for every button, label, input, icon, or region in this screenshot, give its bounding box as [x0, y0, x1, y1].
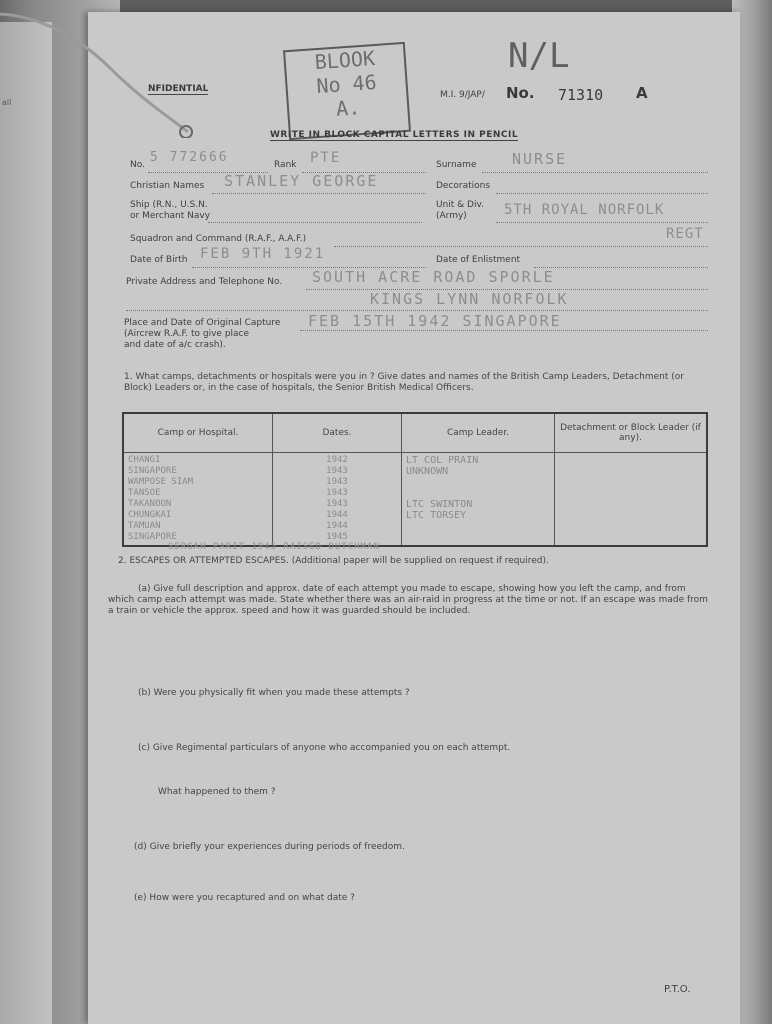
- document-page: [88, 12, 740, 1024]
- christian-names-value: STANLEY GEORGE: [224, 172, 379, 190]
- squadron-label: Squadron and Command (R.A.F., A.A.F.): [130, 234, 307, 244]
- stamp-line-2: No 46: [315, 69, 378, 99]
- header-dates: Dates.: [273, 413, 402, 453]
- classification: NFIDENTIAL: [148, 84, 209, 94]
- christian-names-label: Christian Names: [130, 181, 205, 191]
- cell-dates: 1942 1943 1943 1943 1943 1944 1944 1945: [273, 453, 402, 547]
- question-2e: (e) How were you recaptured and on what date ?: [134, 893, 355, 903]
- block-stamp: [283, 42, 411, 140]
- no-label: No.: [130, 160, 145, 170]
- enlistment-label: Date of Enlistment: [436, 255, 521, 265]
- question-2c: (c) Give Regimental particulars of anyone who accompanied you on each attempt.: [138, 743, 511, 753]
- question-2c-followup: What happened to them ?: [158, 787, 276, 797]
- left-sheet: [0, 22, 52, 1024]
- form-suffix: A: [636, 84, 648, 102]
- left-sheet-text: all: [2, 98, 12, 107]
- pto-footer: P.T.O.: [664, 984, 691, 995]
- tag-string: [0, 8, 200, 138]
- annotation: N/L: [508, 36, 570, 76]
- dob-value: FEB 9TH 1921: [200, 246, 326, 262]
- table-overflow-note: SERGAH PARIT 1945 RAISED DUTCHMAN: [168, 542, 380, 552]
- unit-label-2: (Army): [436, 211, 467, 221]
- instruction: WRITE IN BLOCK CAPITAL LETTERS IN PENCIL: [270, 130, 519, 140]
- surname-value: NURSE: [512, 150, 568, 168]
- surname-label: Surname: [436, 160, 477, 170]
- stamp-line-1: BLOOK: [313, 46, 376, 75]
- capture-label-1: Place and Date of Original Capture: [124, 318, 281, 328]
- address-value-1: SOUTH ACRE ROAD SPORLE: [312, 268, 555, 286]
- capture-label-2: (Aircrew R.A.F. to give place: [124, 329, 250, 339]
- header-detachment: Detachment or Block Leader (if any).: [555, 413, 708, 453]
- stamp-line-3: A.: [335, 95, 362, 121]
- rank-value: PTE: [310, 150, 342, 166]
- form-number: 71310: [558, 86, 604, 104]
- no-value: 5 772666: [150, 150, 229, 165]
- address-label: Private Address and Telephone No.: [126, 277, 283, 287]
- cell-camps: CHANGI SINGAPORE WAMPOSE SIAM TANSOE TAKANOON CHUNGKAI TAMUAN SINGAPORE: [123, 453, 273, 547]
- address-value-2: KINGS LYNN NORFOLK: [370, 290, 569, 308]
- ship-label-2: or Merchant Navy: [130, 211, 211, 221]
- capture-value: FEB 15TH 1942 SINGAPORE: [308, 312, 562, 330]
- question-2d: (d) Give briefly your experiences during periods of freedom.: [134, 842, 405, 852]
- rank-label: Rank: [274, 160, 297, 170]
- question-2-title: 2. ESCAPES OR ATTEMPTED ESCAPES. (Additional paper will be supplied on request if required).: [118, 556, 549, 566]
- header-camp-leader: Camp Leader.: [402, 413, 555, 453]
- header-camp: Camp or Hospital.: [123, 413, 273, 453]
- unit-label-1: Unit & Div.: [436, 200, 484, 210]
- question-2a: (a) Give full description and approx. date of each attempt you made to escape, showing how you left the camp, and from which camp each attempt was made. State whether there was an air-raid in progress at the time or not. If an escape was made from a train or vehicle the approx. speed and how it was guarded should be included.: [108, 584, 708, 616]
- unit-value-1: 5TH ROYAL NORFOLK: [504, 202, 665, 218]
- capture-label-3: and date of a/c crash).: [124, 340, 226, 350]
- ship-label-1: Ship (R.N., U.S.N.: [130, 200, 208, 210]
- cell-detachment: [555, 453, 708, 547]
- question-2b: (b) Were you physically fit when you made these attempts ?: [138, 688, 410, 698]
- dob-label: Date of Birth: [130, 255, 188, 265]
- cell-leaders: LT COL PRAIN UNKNOWN LTC SWINTON LTC TORSEY: [402, 453, 555, 547]
- form-ref: M.I. 9/JAP/: [440, 90, 485, 100]
- question-1: 1. What camps, detachments or hospitals were you in ? Give dates and names of the British Camp Leaders, Detachment (or Block) Leaders or, in the case of hospitals, the Senior British Medical Officers.: [124, 372, 684, 393]
- unit-value-2: REGT: [666, 226, 704, 242]
- number-prefix: No.: [506, 84, 535, 102]
- camps-table: [122, 412, 708, 547]
- decorations-label: Decorations: [436, 181, 491, 191]
